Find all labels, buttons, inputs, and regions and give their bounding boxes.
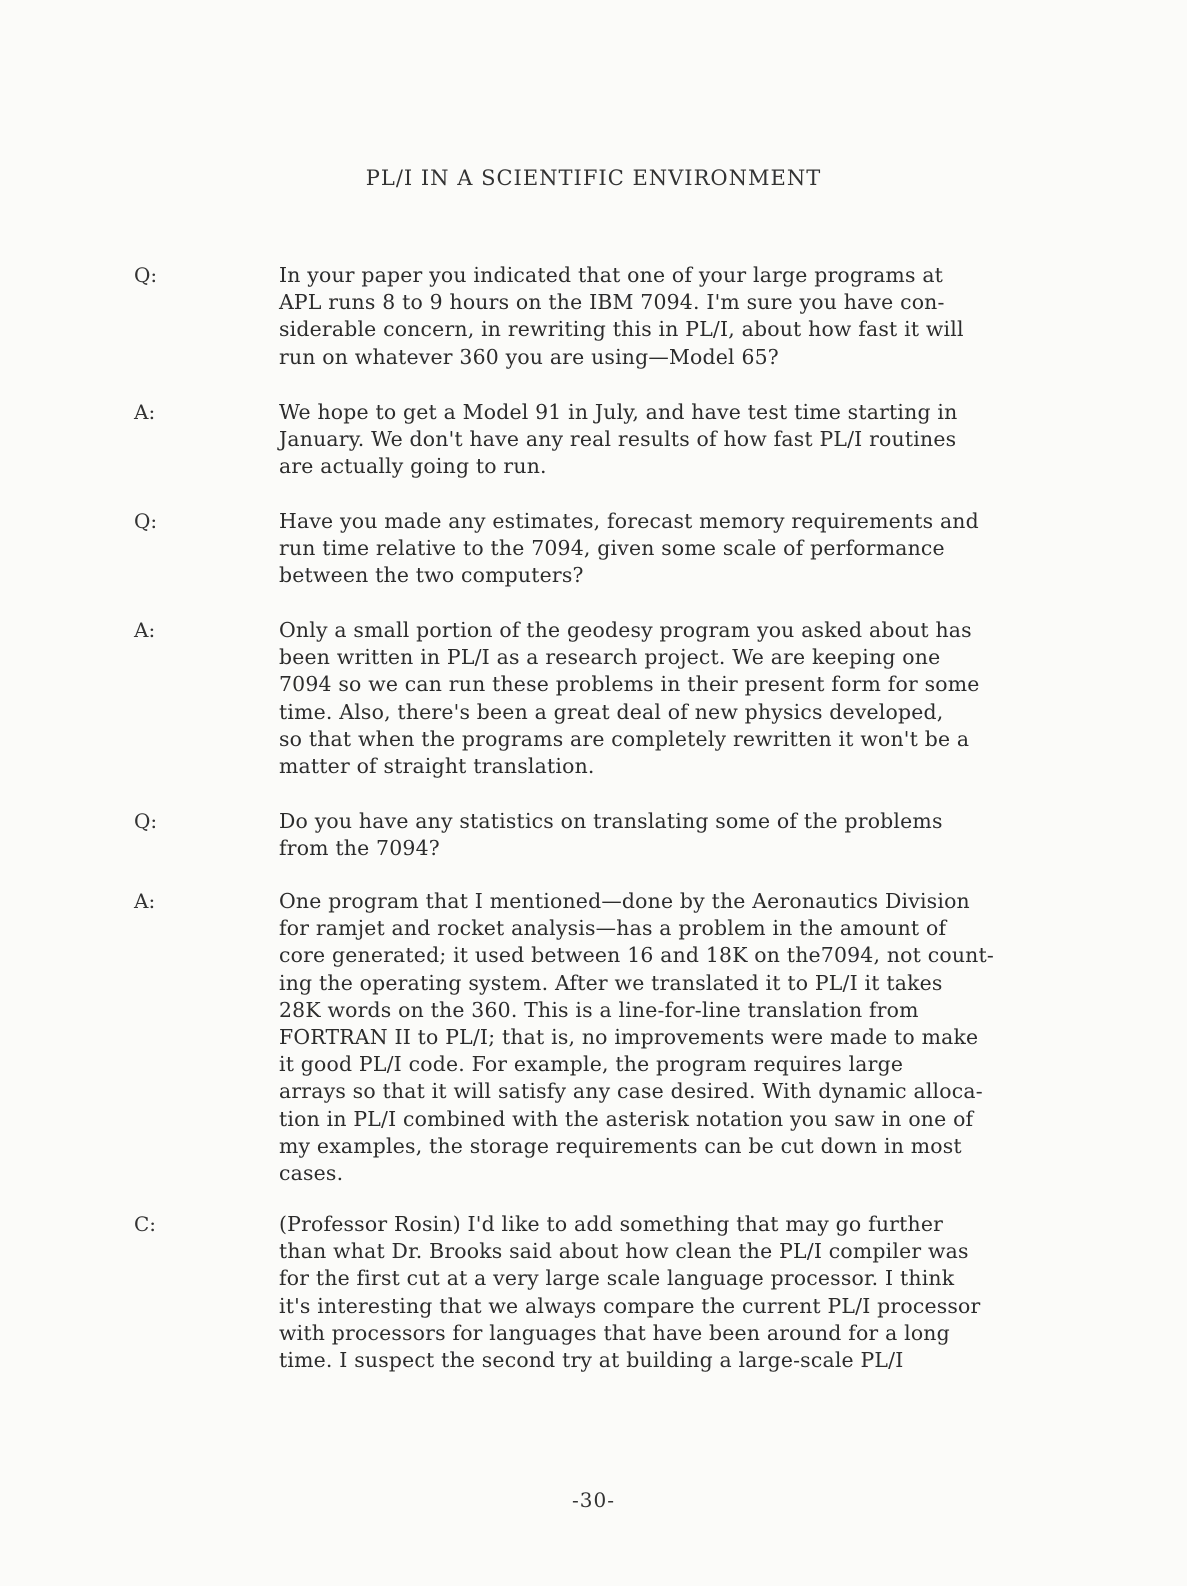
speaker-label: Q: bbox=[134, 509, 158, 533]
speaker-label: A: bbox=[134, 400, 156, 424]
page-number: -30- bbox=[572, 1488, 615, 1512]
entry-text: Only a small portion of the geodesy program you asked about has been written in PL/I as a research project. We are keeping one 7094 so we can run these problems in their present form for some time. Also, there's been a great deal of new physics developed, so that when the programs are completely rewritten it won't be a matter of straight translation. bbox=[279, 618, 980, 779]
speaker-label: C: bbox=[134, 1212, 157, 1236]
speaker-label: A: bbox=[134, 889, 156, 913]
entry-text: Have you made any estimates, forecast memory requirements and run time relative to the 7094, given some scale of performance between the two computers? bbox=[279, 509, 979, 588]
entry-text: We hope to get a Model 91 in July, and have test time starting in January. We don't have any real results of how fast PL/I routines are actually going to run. bbox=[279, 400, 958, 479]
entry-text: One program that I mentioned—done by the Aeronautics Division for ramjet and rocket analysis—has a problem in the amount of core generated; it used between 16 and 18K on the7094, not count- ing the operating system. After we translated it to PL/I it takes 28K words on the 360. This is a line-for-line translation from FORTRAN II to PL/I; that is, no improvements were made to make it good PL/I code. For example, the program requires large arrays so that it will satisfy any case desired. With dynamic alloca- tion in PL/I combined with the asterisk notation you saw in one of my examples, the storage requirements can be cut down in most cases. bbox=[279, 889, 994, 1186]
speaker-label: Q: bbox=[134, 263, 158, 287]
entry-text: Do you have any statistics on translating some of the problems from the 7094? bbox=[279, 809, 943, 861]
page-title: PL/I IN A SCIENTIFIC ENVIRONMENT bbox=[365, 166, 822, 190]
speaker-label: Q: bbox=[134, 809, 158, 833]
speaker-label: A: bbox=[134, 618, 156, 642]
entry-text: (Professor Rosin) I'd like to add something that may go further than what Dr. Brooks said about how clean the PL/I compiler was for the first cut at a very large scale language processor. I think it's interesting that we always compare the current PL/I processor with processors for languages that have been around for a long time. I suspect the second try at building a large-scale PL/I bbox=[279, 1212, 981, 1373]
entry-text: In your paper you indicated that one of your large programs at APL runs 8 to 9 hours on the IBM 7094. I'm sure you have con- siderable concern, in rewriting this in PL/I, about how fast it will run on whatever 360 you are using—Model 65? bbox=[279, 263, 964, 369]
